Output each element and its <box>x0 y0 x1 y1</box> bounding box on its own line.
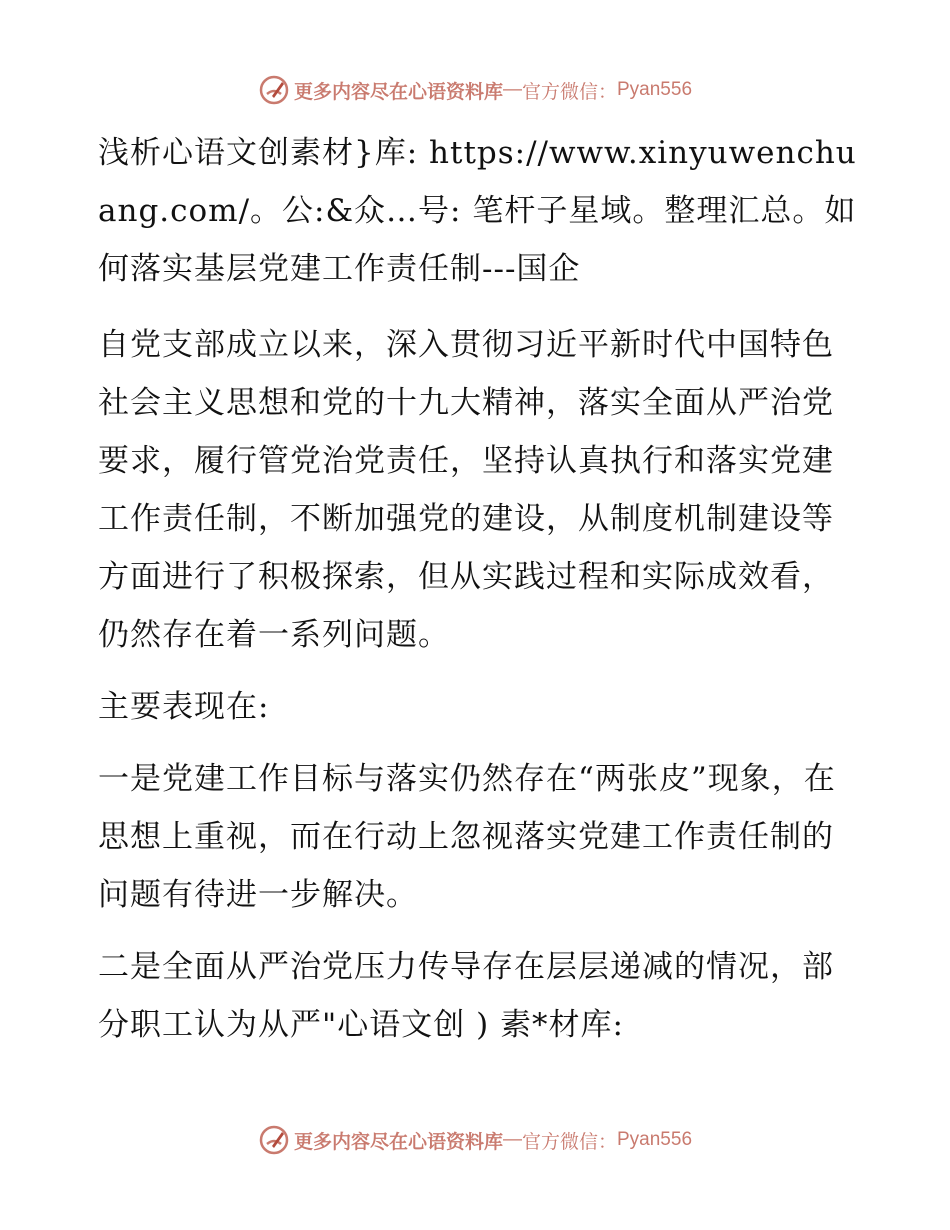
paragraph-background: 自党支部成立以来，深入贯彻习近平新时代中国特色社会主义思想和党的十九大精神，落实全面从严治党要求，履行管党治党责任，坚持认真执行和落实党建工作责任制，不断加强党的建设，从制度机制建设等方面进行了积极探索，但从实践过程和实际成效看，仍然存在着一系列问题。 <box>98 327 834 653</box>
book-pen-logo-icon <box>258 1124 290 1156</box>
banner-contact-label: 官方微信： <box>521 1131 617 1153</box>
footer-banner <box>0 1120 950 1160</box>
paragraph-main-manifestation: 主要表现在: <box>98 689 270 725</box>
paragraph-point-two: 二是全面从严治党压力传导存在层层递减的情况，部分职工认为从严"心语文创 ) 素*材库: <box>98 949 834 1043</box>
paragraph-intro: 浅析心语文创素材}库: https://www.xinyuwenchuang.com/。公:&众…号: 笔杆子星域。整理汇总。如何落实基层党建工作责任制---国企 <box>98 135 857 287</box>
banner-contact-value: Pyan556 <box>617 79 693 100</box>
banner-contact-value: Pyan556 <box>617 1129 693 1150</box>
book-pen-logo-icon <box>258 74 290 106</box>
paragraph-point-one: 一是党建工作目标与落实仍然存在“两张皮”现象，在思想上重视，而在行动上忽视落实党建工作责任制的问题有待进一步解决。 <box>98 761 836 913</box>
header-banner <box>0 70 950 110</box>
banner-dash: — <box>502 79 522 100</box>
document-body <box>98 124 858 1068</box>
banner-text: 更多内容尽在心语资料库 <box>293 1130 503 1153</box>
banner-dash: — <box>502 1129 522 1150</box>
banner-contact-label: 官方微信： <box>521 81 617 103</box>
banner-text: 更多内容尽在心语资料库 <box>293 80 503 103</box>
